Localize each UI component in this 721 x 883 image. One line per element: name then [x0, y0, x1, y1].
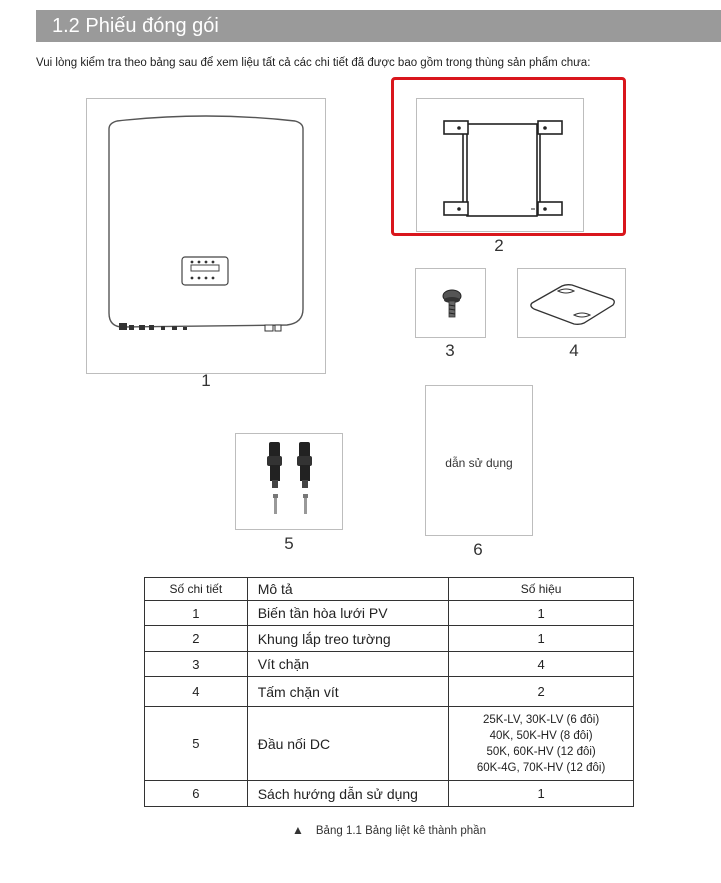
figure-number: 6 — [473, 540, 483, 559]
part-number: 6 — [145, 781, 248, 807]
inverter-icon — [87, 99, 325, 373]
part-description: Đầu nối DC — [247, 707, 448, 781]
part-number: 5 — [145, 707, 248, 781]
figure-screw-plate — [517, 268, 626, 338]
part-quantity: 1 — [449, 601, 634, 626]
part-number: 4 — [145, 677, 248, 707]
column-header: Số hiệu — [449, 578, 634, 601]
figure-screw — [415, 268, 486, 338]
figure-number: 1 — [201, 371, 211, 390]
part-quantity — [449, 707, 634, 781]
figure-dc-connector — [235, 433, 343, 530]
screw-plate-icon — [518, 269, 625, 337]
highlight-frame — [391, 77, 626, 236]
table-row — [145, 652, 634, 677]
part-quantity: 4 — [449, 652, 634, 677]
part-number: 1 — [145, 601, 248, 626]
manual-label: dẫn sử dụng — [445, 456, 513, 470]
part-number: 3 — [145, 652, 248, 677]
figure-number: 3 — [445, 341, 455, 360]
triangle-icon: ▲ — [292, 823, 304, 837]
table-row — [145, 601, 634, 626]
table-row — [145, 677, 634, 707]
figure-manual — [425, 385, 533, 536]
part-description: Sách hướng dẫn sử dụng — [247, 781, 448, 807]
table-row — [145, 781, 634, 807]
part-description: Tấm chặn vít — [247, 677, 448, 707]
part-description: Vít chặn — [247, 652, 448, 677]
table-row — [145, 707, 634, 781]
column-header: Mô tả — [247, 578, 448, 601]
part-description: Khung lắp treo tường — [247, 626, 448, 652]
part-quantity: 2 — [449, 677, 634, 707]
column-header: Số chi tiết — [145, 578, 248, 601]
caption-text: Bảng 1.1 Bảng liệt kê thành phần — [315, 825, 486, 837]
figure-number: 2 — [494, 236, 504, 255]
parts-table — [144, 577, 634, 807]
dc-connector-icon — [236, 434, 342, 529]
screw-icon — [416, 269, 485, 337]
part-number: 2 — [145, 626, 248, 652]
part-quantity: 1 — [449, 781, 634, 807]
table-row — [145, 626, 634, 652]
section-title: 1.2 Phiếu đóng gói — [52, 15, 219, 37]
figure-inverter — [86, 98, 326, 374]
table-header-row — [145, 578, 634, 601]
part-quantity: 1 — [449, 626, 634, 652]
figure-number: 4 — [569, 341, 579, 360]
model-line: 60K-4G, 70K-HV (12 đôi) — [476, 761, 606, 774]
model-line: 40K, 50K-HV (8 đôi) — [489, 729, 593, 742]
section-header — [36, 10, 721, 42]
intro-text: Vui lòng kiểm tra theo bảng sau để xem liệu tất cả các chi tiết đã được bao gồm trong thùng sản phẩm chưa: — [36, 57, 591, 69]
model-line: 25K-LV, 30K-LV (6 đôi) — [483, 713, 600, 726]
part-description: Biến tần hòa lưới PV — [247, 601, 448, 626]
table-caption — [292, 823, 486, 837]
figure-number: 5 — [284, 534, 294, 553]
model-line: 50K, 60K-HV (12 đôi) — [486, 745, 596, 758]
